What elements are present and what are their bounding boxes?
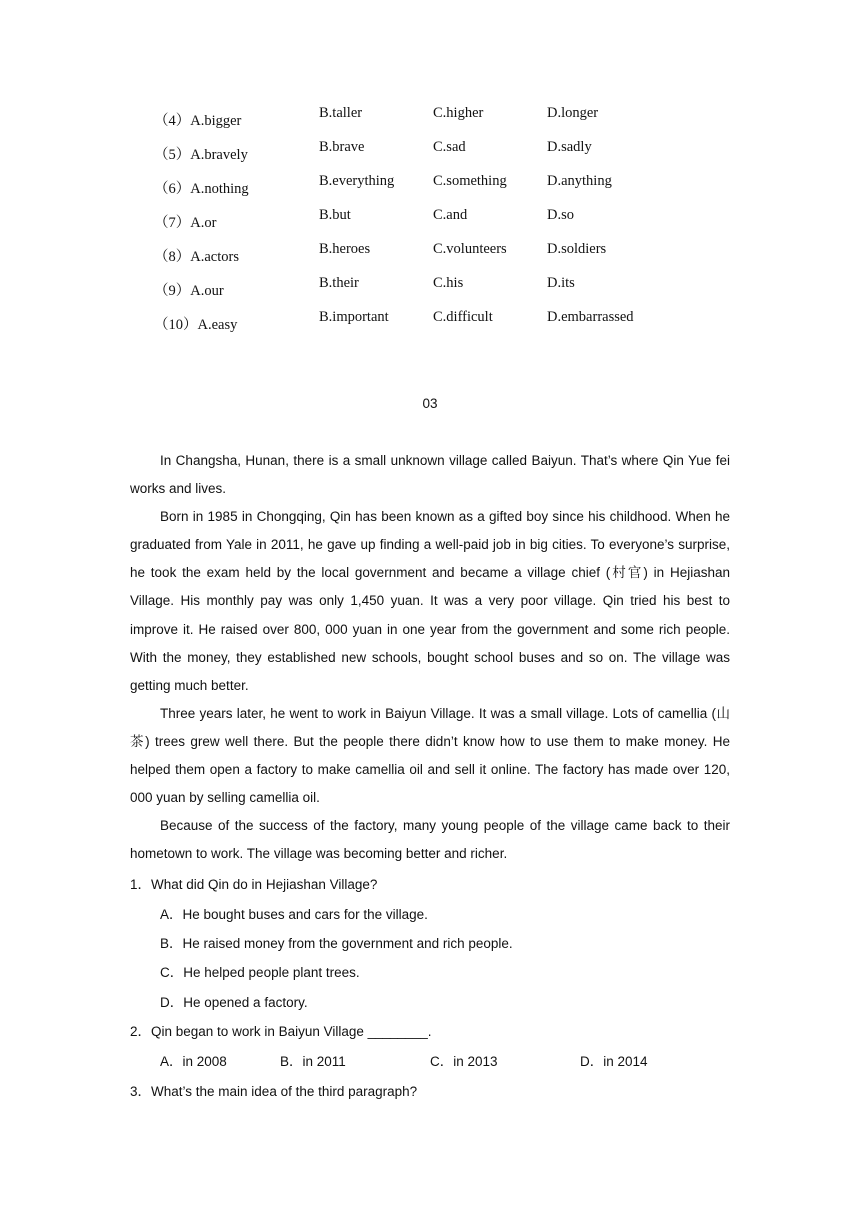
option-b: B.heroes [319,241,371,257]
option-c: C.sad [433,139,466,155]
answer-option: A．in 2008 [160,1054,227,1069]
option-a: （4）A.bigger [154,113,242,129]
option-d: D.soldiers [547,241,607,257]
option-c: C.something [433,173,507,189]
option-a: （6）A.nothing [154,181,249,197]
option-d: D.so [547,207,574,223]
option-b: B.important [319,309,389,325]
answer-option: A．He bought buses and cars for the village. [160,907,428,922]
option-a: （9）A.our [154,283,224,299]
option-c: C.volunteers [433,241,507,257]
option-a: （7）A.or [154,215,217,231]
answer-option: C．in 2013 [430,1054,498,1069]
section-number: 03 [422,396,438,411]
option-b: B.taller [319,105,363,121]
option-d: D.anything [547,173,612,189]
option-b: B.but [319,207,351,223]
option-c: C.difficult [433,309,493,325]
question-stem: 2．Qin began to work in Baiyun Village ________. [130,1024,432,1039]
option-a: （8）A.actors [154,249,239,265]
passage-paragraph: Born in 1985 in Chongqing, Qin has been known as a gifted boy since his childhood. When he graduated from Yale in 2011, he gave up finding a well-paid job in big cities. To everyone’s surprise, he took the exam held by the local government and became a village chief (村官) in Hejiashan Village. His monthly pay was only 1,450 yuan. It was a very poor village. Qin tried his best to improve it. He raised over 800, 000 yuan in one year from the government and some rich people. With the money, they established new schools, bought school buses and so on. The village was getting much better. [130,509,730,693]
option-d: D.its [547,275,575,291]
option-b: B.brave [319,139,365,155]
answer-option: C．He helped people plant trees. [160,965,360,980]
passage-paragraph: Three years later, he went to work in Baiyun Village. It was a small village. Lots of camellia (山茶) trees grew well there. But the people there didn’t know how to use them to make money. He helped them open a factory to make camellia oil and sell it online. The factory has made over 120, 000 yuan by selling camellia oil. [130,705,730,806]
answer-option: B．in 2011 [280,1054,346,1069]
option-c: C.higher [433,105,484,121]
question-stem: 1．What did Qin do in Hejiashan Village? [130,877,378,892]
answer-option: B．He raised money from the government and rich people. [160,936,513,951]
reading-passage [130,447,730,868]
option-b: B.everything [319,173,395,189]
option-b: B.their [319,275,359,291]
option-d: D.longer [547,105,599,121]
passage-paragraph: Because of the success of the factory, many young people of the village came back to their hometown to work. The village was becoming better and richer. [130,818,730,862]
option-d: D.sadly [547,139,592,155]
option-a: （5）A.bravely [154,147,248,163]
answer-option: D．He opened a factory. [160,995,308,1010]
option-d: D.embarrassed [547,309,634,325]
passage-paragraph: In Changsha, Hunan, there is a small unknown village called Baiyun. That’s where Qin Yue fei works and lives. [130,453,730,497]
answer-option: D．in 2014 [580,1054,648,1069]
option-a: （10）A.easy [154,317,238,333]
option-c: C.his [433,275,464,291]
option-c: C.and [433,207,468,223]
question-stem: 3．What’s the main idea of the third paragraph? [130,1084,418,1099]
